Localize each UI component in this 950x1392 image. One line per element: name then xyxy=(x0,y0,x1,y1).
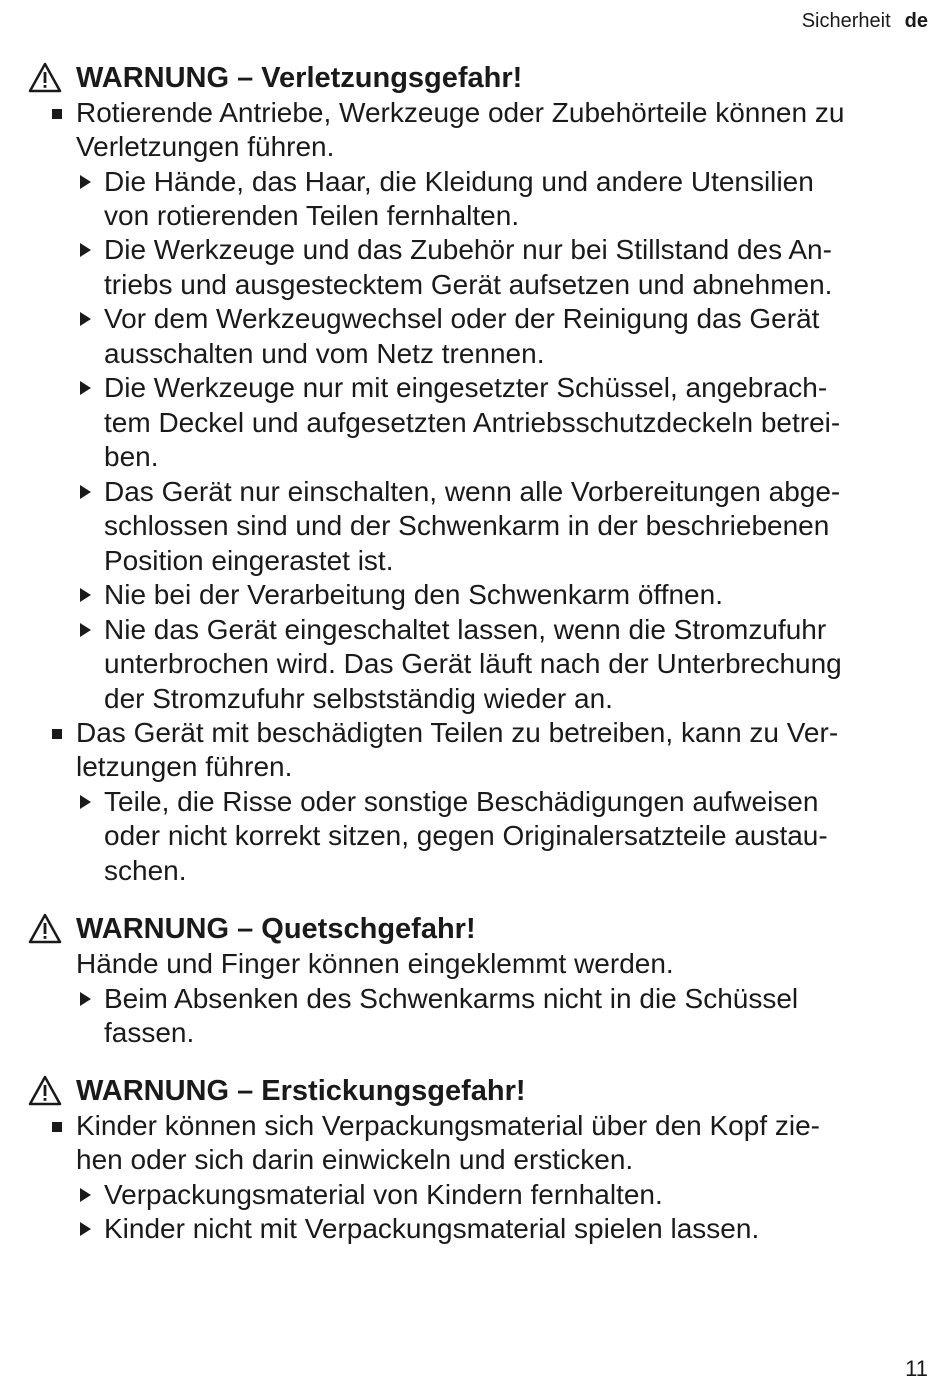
page-header xyxy=(802,8,928,34)
instruction-text: Nie bei der Verarbeitung den Schwenkarm öffnen. xyxy=(104,579,723,610)
triangle-arrow-icon xyxy=(80,992,91,1006)
instruction-text: Die Werkzeuge und das Zubehör nur bei Stillstand des An- xyxy=(104,234,832,265)
instruction-text: unterbrochen wird. Das Gerät läuft nach der Unterbrechung xyxy=(104,648,842,679)
page-number: 11 xyxy=(905,1356,928,1381)
instruction-text: triebs und ausgestecktem Gerät aufsetzen und abnehmen. xyxy=(104,269,833,300)
triangle-arrow-icon xyxy=(80,243,91,257)
instruction-text: Die Hände, das Haar, die Kleidung und andere Utensilien xyxy=(104,166,814,197)
bullet-text: Das Gerät mit beschädigten Teilen zu betreiben, kann zu Ver- xyxy=(76,717,839,748)
instruction-text: Kinder nicht mit Verpackungsmaterial spielen lassen. xyxy=(104,1213,760,1244)
instruction-text: Vor dem Werkzeugwechsel oder der Reinigung das Gerät xyxy=(104,303,820,334)
triangle-arrow-icon xyxy=(80,623,91,637)
bullet-text: hen oder sich darin einwickeln und ersticken. xyxy=(76,1144,634,1175)
bullet-text: Kinder können sich Verpackungsmaterial über den Kopf zie- xyxy=(76,1110,820,1141)
warning-title: WARNUNG – Verletzungsgefahr! xyxy=(76,62,523,94)
triangle-arrow-icon xyxy=(80,588,91,602)
bullet-text: Rotierende Antriebe, Werkzeuge oder Zubehörteile können zu xyxy=(76,97,845,128)
warning-triangle-icon xyxy=(28,62,62,93)
instruction-text: tem Deckel und aufgesetzten Antriebsschutzdeckeln betrei- xyxy=(104,407,841,438)
instruction-text: fassen. xyxy=(104,1017,195,1048)
instruction-text: oder nicht korrekt sitzen, gegen Originalersatzteile austau- xyxy=(104,820,828,851)
bullet-text: Verletzungen führen. xyxy=(76,131,335,162)
instruction-text: Nie das Gerät eingeschaltet lassen, wenn die Stromzufuhr xyxy=(104,614,827,645)
instruction-text: Die Werkzeuge nur mit eingesetzter Schüssel, angebrach- xyxy=(104,372,828,403)
instruction-text: ausschalten und vom Netz trennen. xyxy=(104,338,545,369)
instruction-text: Position eingerastet ist. xyxy=(104,545,394,576)
square-bullet-icon xyxy=(52,729,62,739)
instruction-text: schlossen sind und der Schwenkarm in der beschriebenen xyxy=(104,510,830,541)
square-bullet-icon xyxy=(52,109,62,119)
triangle-arrow-icon xyxy=(80,1222,91,1236)
instruction-text: Teile, die Risse oder sonstige Beschädigungen aufweisen xyxy=(104,786,819,817)
triangle-arrow-icon xyxy=(80,795,91,809)
warning-title: WARNUNG – Quetschgefahr! xyxy=(76,913,476,945)
square-bullet-icon xyxy=(52,1122,62,1132)
warning-triangle-icon xyxy=(28,1075,62,1106)
triangle-arrow-icon xyxy=(80,1188,91,1202)
instruction-text: ben. xyxy=(104,441,159,472)
instruction-text: Beim Absenken des Schwenkarms nicht in die Schüssel xyxy=(104,983,799,1014)
warning-intro: Hände und Finger können eingeklemmt werden. xyxy=(76,948,674,979)
instruction-text: Verpackungsmaterial von Kindern fernhalten. xyxy=(104,1179,663,1210)
warning-triangle-icon xyxy=(28,913,62,944)
warning-title: WARNUNG – Erstickungsgefahr! xyxy=(76,1075,526,1107)
triangle-arrow-icon xyxy=(80,312,91,326)
instruction-text: der Stromzufuhr selbstständig wieder an. xyxy=(104,683,613,714)
instruction-text: Das Gerät nur einschalten, wenn alle Vorbereitungen abge- xyxy=(104,476,841,507)
triangle-arrow-icon xyxy=(80,175,91,189)
instruction-text: von rotierenden Teilen fernhalten. xyxy=(104,200,520,231)
bullet-text: letzungen führen. xyxy=(76,751,293,782)
instruction-text: schen. xyxy=(104,855,187,886)
triangle-arrow-icon xyxy=(80,485,91,499)
triangle-arrow-icon xyxy=(80,381,91,395)
language-code: de xyxy=(904,10,928,32)
section-title: Sicherheit xyxy=(801,10,891,32)
